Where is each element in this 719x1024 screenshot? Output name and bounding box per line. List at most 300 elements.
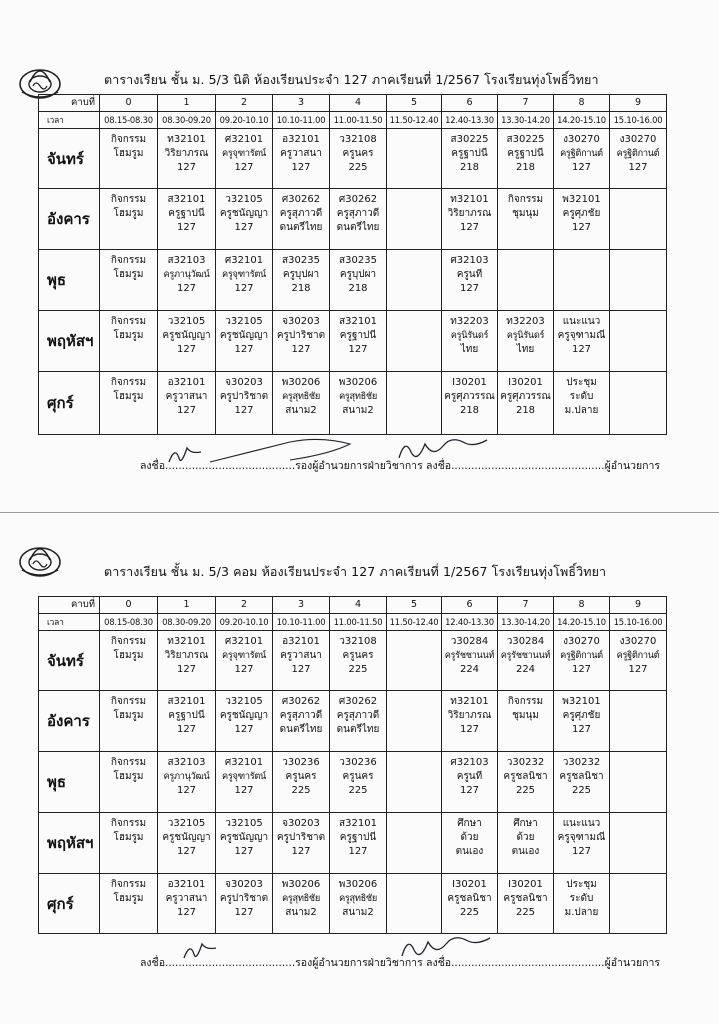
subject-code: จ30203 [225,879,263,890]
room-number: 127 [234,222,254,233]
teacher-name: ครูชลนิชา [447,893,492,904]
teacher-name: โฮมรูม [113,710,144,721]
teacher-name: ครูฐาปนี [168,208,205,219]
teacher-name: ครูปาริชาต [219,391,269,402]
time-slot: 11.50-12.40 [387,112,442,129]
day-row [39,372,667,435]
class-cell [498,874,554,934]
subject-code: กิจกรรม [110,818,147,829]
time-slot: 09.20-10.10 [216,614,273,631]
teacher-name: ครูชนัญญา [162,330,211,341]
period-number: 6 [442,597,498,614]
subject-code: อ32101 [282,636,320,647]
teacher-name: ด้วย [516,832,535,843]
class-cell [554,874,610,934]
class-cell [330,189,387,250]
room-number: 127 [571,846,592,857]
room-number: 127 [234,724,254,735]
subject-code: กิจกรรม [110,636,147,647]
subject-code: ท32101 [450,194,489,205]
class-cell [387,189,442,250]
teacher-name: ครูฐาปนี [507,148,544,159]
teacher-name: วิริยาภรณ [164,650,209,661]
teacher-name: ครูฐาปนี [339,832,377,843]
class-cell [610,250,667,311]
teacher-name: โฮมรูม [113,893,144,904]
class-cell [442,372,498,435]
subject-code: พ30206 [338,879,378,890]
timetable [38,596,667,934]
period-number: 6 [442,95,498,112]
period-number: 9 [610,597,667,614]
subject-code: I30201 [452,377,487,388]
class-cell [100,129,158,189]
teacher-name: โฮมรูม [113,650,144,661]
room-number: ดนตรีไทย [336,222,380,233]
teacher-name: ครูสุทธิชัย [339,391,377,402]
time-row [39,112,667,129]
teacher-name: โฮมรูม [113,771,144,782]
room-number: 127 [459,785,480,796]
period-number: 3 [273,95,330,112]
subject-code: ศึกษา [457,818,482,829]
time-row [39,614,667,631]
class-cell [610,874,667,934]
teacher-name: ครูชลนิชา [503,893,548,904]
period-number: 5 [387,597,442,614]
class-cell [387,372,442,435]
subject-code: ว30232 [562,757,601,768]
class-cell [498,372,554,435]
class-cell [273,752,330,813]
room-number: ตนเอง [511,846,540,857]
class-cell [330,874,387,934]
day-row [39,311,667,372]
signature-director: ..............................................ผู้อำนวยการ [451,460,661,472]
class-cell [330,372,387,435]
period-number: 4 [330,597,387,614]
class-cell [554,631,610,691]
room-number: ม.ปลาย [564,907,599,918]
class-cell [216,752,273,813]
class-cell [216,631,273,691]
room-number: 127 [234,907,254,918]
class-cell [273,250,330,311]
class-cell [216,129,273,189]
subject-code: กิจกรรม [110,377,147,388]
room-number: ไทย [460,344,479,355]
class-cell [498,129,554,189]
class-cell [498,752,554,813]
room-number: 127 [571,664,592,675]
class-cell [273,631,330,691]
subject-code: แนะแนว [562,818,601,829]
room-number: 127 [234,846,254,857]
time-slot: 13.30-14.20 [498,614,554,631]
room-number: สนาม2 [285,907,317,918]
time-slot: 13.30-14.20 [498,112,554,129]
teacher-name: ครูชนัญญา [162,832,211,843]
class-cell [158,372,216,435]
subject-code: จ30203 [225,377,263,388]
teacher-name: ครูศุภชัย [562,710,601,721]
teacher-name: ครูสุทธิชัย [339,893,377,904]
room-number: 218 [459,405,480,416]
teacher-name: ครูสุภาวดี [336,710,380,721]
subject-code: ศ30262 [338,194,378,205]
class-cell [273,189,330,250]
period-number: 1 [158,95,216,112]
subject-code: แนะแนว [562,316,601,327]
class-cell [498,813,554,874]
time-slot: 10.10-11.00 [273,112,330,129]
subject-code: พ30206 [281,377,321,388]
class-cell [442,250,498,311]
teacher-name: ครูสุภาวดี [336,208,380,219]
signature-vice-director: ลงชื่อ.......................................รองผู้อำนวยการฝ่ายวิชาการ ลงชื่อ [140,957,452,969]
subject-code: ง30270 [619,636,657,647]
time-slot: 08.30-09.20 [158,112,216,129]
class-cell [100,189,158,250]
room-number: 127 [176,162,197,173]
room-number: 225 [348,664,368,675]
room-number: 127 [176,405,197,416]
subject-code: ศ32101 [224,134,264,145]
teacher-name: วิริยาภรณ [447,710,492,721]
time-slot: 14.20-15.10 [554,112,610,129]
subject-code: ส32101 [339,818,377,829]
class-cell [330,631,387,691]
subject-code: ว30236 [282,757,320,768]
teacher-name: ครูปาริชาต [219,893,269,904]
period-label: คาบที่ [39,95,100,112]
class-cell [158,813,216,874]
room-number: 127 [234,162,254,173]
teacher-name: ครูรัชชานนท์ [444,650,495,661]
class-cell [216,311,273,372]
room-number: ดนตรีไทย [279,222,323,233]
subject-code: ศึกษา [513,818,538,829]
class-cell [387,129,442,189]
room-number: 224 [459,664,480,675]
room-number: 225 [515,907,536,918]
teacher-name: ครูนิรันดร์ [506,330,545,341]
period-number: 7 [498,597,554,614]
subject-code: ว32105 [225,818,263,829]
room-number: 218 [515,405,536,416]
class-cell [158,129,216,189]
room-number: 127 [571,222,592,233]
period-number: 9 [610,95,667,112]
subject-code: ว30236 [339,757,377,768]
teacher-name: ครูวาสนา [165,391,208,402]
class-cell [387,311,442,372]
class-cell [273,691,330,752]
teacher-name: ครูปาริชาต [276,832,326,843]
teacher-name: ครูจุฑารัตน์ [221,269,267,280]
time-slot: 11.00-11.50 [330,112,387,129]
period-number: 8 [554,597,610,614]
day-row [39,250,667,311]
room-number: 127 [571,162,592,173]
day-name: พุธ [39,250,100,311]
room-number: 225 [459,907,480,918]
time-slot: 08.15-08.30 [100,112,158,129]
room-number: 127 [176,907,197,918]
subject-code: พ32101 [562,194,601,205]
teacher-name: ครูฐาปนี [168,710,205,721]
signature-vice-director: ลงชื่อ.......................................รองผู้อำนวยการฝ่ายวิชาการ ลงชื่อ [140,460,452,472]
period-number: 0 [100,597,158,614]
class-cell [330,311,387,372]
subject-code: ส30235 [282,255,320,266]
school-logo-icon [18,540,62,578]
room-number: 225 [515,785,536,796]
day-name: พุธ [39,752,100,813]
class-cell [273,311,330,372]
teacher-name: ครูฐิติกานต์ [560,148,603,159]
subject-code: ง30270 [619,134,657,145]
subject-code: กิจกรรม [110,194,147,205]
timetable-title: ตารางเรียน ชั้น ม. 5/3 คอม ห้องเรียนประจำ 127 ภาคเรียนที่ 1/2567 โรงเรียนทุ่งโพธิ์วิทยา [104,564,607,579]
day-row [39,874,667,934]
teacher-name: ชุมนุม [512,710,539,721]
class-cell [387,691,442,752]
subject-code: ง30270 [563,134,600,145]
class-cell [387,752,442,813]
teacher-name: ครูนที [456,771,483,782]
subject-code: ว32105 [167,316,206,327]
teacher-name: ครูนคร [285,771,317,782]
class-cell [330,691,387,752]
time-label: เวลา [39,614,100,631]
teacher-name: ครูบุปผา [339,269,377,280]
teacher-name: ครูนคร [342,771,374,782]
room-number: 127 [571,344,592,355]
class-cell [330,752,387,813]
day-row [39,691,667,752]
day-row [39,631,667,691]
room-number: 127 [348,846,368,857]
class-cell [100,250,158,311]
subject-code: ว32105 [167,818,206,829]
room-number: 127 [234,344,254,355]
class-cell [498,189,554,250]
time-slot: 08.15-08.30 [100,614,158,631]
class-cell [554,250,610,311]
teacher-name: ครูบุปผา [282,269,320,280]
day-name: จันทร์ [39,129,100,189]
subject-code: ส30225 [450,134,489,145]
teacher-name: ครูจุฑารัตน์ [221,148,267,159]
teacher-name: ครูฐาปนี [339,330,377,341]
day-row [39,189,667,250]
subject-code: ศ32101 [224,255,264,266]
class-cell [387,250,442,311]
class-cell [610,752,667,813]
class-cell [100,311,158,372]
time-slot: 12.40-13.30 [442,614,498,631]
day-name: อังคาร [39,189,100,250]
period-header-row [39,597,667,614]
class-cell [273,813,330,874]
class-cell [554,752,610,813]
subject-code: ท32101 [450,696,489,707]
teacher-name: ครูนที [456,269,483,280]
class-cell [554,372,610,435]
subject-code: ท32101 [167,134,206,145]
subject-code: ส30235 [339,255,377,266]
teacher-name: ครูจุฑามณี [557,832,606,843]
subject-code: ว32108 [339,134,377,145]
period-number: 3 [273,597,330,614]
teacher-name: ครูจุฑามณี [557,330,606,341]
class-cell [158,874,216,934]
class-cell [554,129,610,189]
room-number: ดนตรีไทย [279,724,323,735]
class-cell [273,874,330,934]
teacher-name: ครูศุภวรรณ [500,391,551,402]
subject-code: ศ30262 [281,194,321,205]
teacher-name: ครูวาสนา [280,650,322,661]
class-cell [610,691,667,752]
handwritten-signature-3 [395,434,495,464]
subject-code: ท32203 [450,316,489,327]
class-cell [216,250,273,311]
period-number: 4 [330,95,387,112]
teacher-name: ครูชนัญญา [219,330,269,341]
subject-code: ประชุม [566,879,597,890]
teacher-name: ครูนคร [342,650,374,661]
time-slot: 09.20-10.10 [216,112,273,129]
day-name: ศุกร์ [39,372,100,435]
teacher-name: ระดับ [569,893,594,904]
teacher-name: โฮมรูม [113,269,144,280]
page-divider [0,512,719,513]
room-number: 218 [459,162,480,173]
class-cell [216,691,273,752]
class-cell [158,691,216,752]
handwritten-signature-1 [165,442,205,466]
room-number: ม.ปลาย [564,405,599,416]
day-name: พฤหัสฯ [39,813,100,874]
timetable [38,94,667,435]
room-number: 127 [234,664,254,675]
room-number: 127 [176,724,197,735]
subject-code: ว32108 [339,636,377,647]
room-number: 224 [515,664,536,675]
class-cell [100,631,158,691]
period-number: 7 [498,95,554,112]
class-cell [273,372,330,435]
class-cell [442,813,498,874]
subject-code: กิจกรรม [110,255,147,266]
class-cell [442,691,498,752]
room-number: 127 [628,664,648,675]
teacher-name: ครูชลนิชา [559,771,604,782]
teacher-name: วิริยาภรณ [447,208,492,219]
class-cell [158,311,216,372]
day-name: อังคาร [39,691,100,752]
room-number: 127 [459,724,480,735]
teacher-name: ครูชนัญญา [219,710,269,721]
class-cell [387,813,442,874]
class-cell [387,874,442,934]
subject-code: ง30270 [563,636,600,647]
teacher-name: ครูจุฑารัตน์ [221,771,267,782]
subject-code: ประชุม [566,377,597,388]
room-number: 127 [176,283,197,294]
handwritten-signature-3 [398,932,498,962]
room-number: 218 [348,283,368,294]
teacher-name: ครูชลนิชา [503,771,548,782]
room-number: 225 [571,785,592,796]
period-label: คาบที่ [39,597,100,614]
room-number: 127 [571,724,592,735]
class-cell [554,311,610,372]
subject-code: อ32101 [167,377,206,388]
subject-code: อ32101 [282,134,320,145]
subject-code: กิจกรรม [110,757,147,768]
teacher-name: ระดับ [569,391,594,402]
room-number: 127 [234,405,254,416]
class-cell [442,311,498,372]
teacher-name: ครูฐาปนี [451,148,488,159]
class-cell [387,631,442,691]
subject-code: ศ32101 [224,757,264,768]
room-number: 127 [176,846,197,857]
time-slot: 11.50-12.40 [387,614,442,631]
class-cell [610,813,667,874]
room-number: 127 [234,283,254,294]
subject-code: พ30206 [338,377,378,388]
class-cell [330,250,387,311]
class-cell [100,691,158,752]
subject-code: I30201 [508,879,543,890]
subject-code: ว32105 [225,696,263,707]
class-cell [330,129,387,189]
class-cell [158,250,216,311]
class-cell [554,189,610,250]
class-cell [442,189,498,250]
class-cell [554,813,610,874]
class-cell [498,691,554,752]
class-cell [610,129,667,189]
subject-code: ว30284 [450,636,489,647]
room-number: 127 [176,664,197,675]
room-number: สนาม2 [342,405,374,416]
subject-code: ศ30262 [281,696,321,707]
teacher-name: ครูชนัญญา [219,832,269,843]
teacher-name: โฮมรูม [113,148,144,159]
class-cell [610,189,667,250]
class-cell [216,874,273,934]
teacher-name: ครูจุฑารัตน์ [221,650,267,661]
class-cell [216,813,273,874]
class-cell [100,874,158,934]
class-cell [442,129,498,189]
class-cell [498,250,554,311]
room-number: 218 [515,162,536,173]
teacher-name: วิริยาภรณ [164,148,209,159]
time-slot: 11.00-11.50 [330,614,387,631]
timetable-title: ตารางเรียน ชั้น ม. 5/3 นิติ ห้องเรียนประจำ 127 ภาคเรียนที่ 1/2567 โรงเรียนทุ่งโพธิ์วิทยา [104,72,599,87]
subject-code: ศ30262 [338,696,378,707]
subject-code: ส32101 [167,696,206,707]
teacher-name: ครูสุภาวดี [279,208,323,219]
teacher-name: ด้วย [460,832,479,843]
class-cell [100,813,158,874]
